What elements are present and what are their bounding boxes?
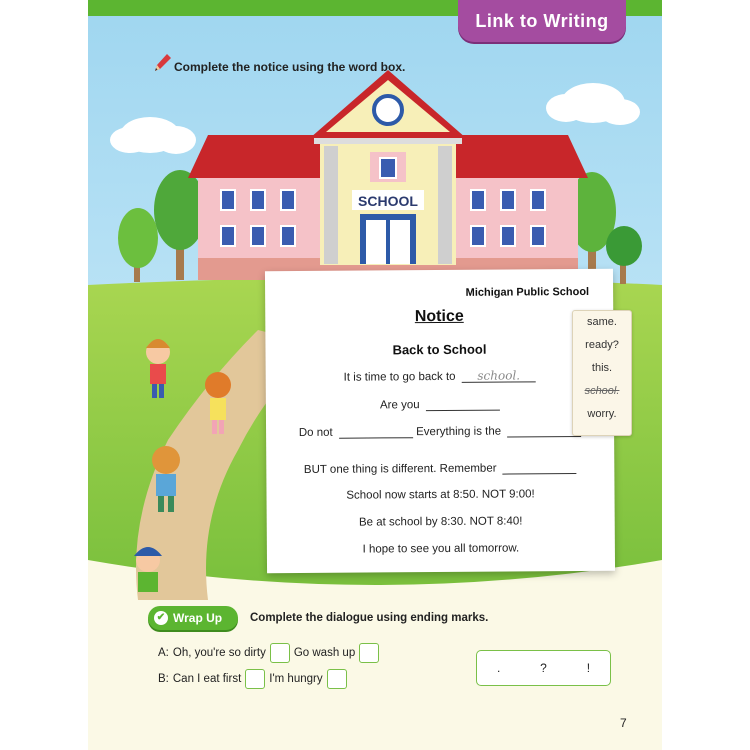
- workbook-page: [88, 0, 662, 750]
- answer-blank[interactable]: [507, 424, 581, 438]
- notice-line-7: I hope to see you all tomorrow.: [362, 542, 520, 556]
- answer-blank[interactable]: [426, 398, 500, 412]
- word-item: ready?: [585, 339, 619, 351]
- word-item: same.: [587, 316, 617, 328]
- speaker-label: A:: [158, 647, 169, 659]
- speaker-label: B:: [158, 673, 169, 685]
- line-text: Everything is the: [416, 425, 502, 439]
- word-item: worry.: [587, 408, 617, 420]
- page-number: 7: [620, 716, 627, 730]
- school-name: Michigan Public School: [465, 285, 590, 299]
- dialogue-line-a: [158, 643, 383, 663]
- ending-mark-box[interactable]: [270, 643, 290, 663]
- notice-subtitle: Back to School: [392, 341, 487, 358]
- answer-blank[interactable]: [503, 461, 577, 475]
- dialogue-text: Can I eat first: [172, 673, 242, 685]
- notice-line-4: [266, 461, 614, 476]
- answer-blank[interactable]: [339, 425, 413, 439]
- wrap-up-instruction: Complete the dialogue using ending marks.: [250, 612, 489, 624]
- notice-line-1: [266, 369, 614, 384]
- word-item: this.: [591, 362, 613, 374]
- dialogue-text: Go wash up: [293, 647, 356, 659]
- dialogue-text: I'm hungry: [269, 673, 323, 685]
- notice-title: Notice: [414, 307, 464, 326]
- notice-line-5: School now starts at 8:50. NOT 9:00!: [346, 488, 535, 502]
- line-text: Are you: [379, 399, 420, 412]
- line-text: BUT one thing is different. Remember: [303, 462, 497, 476]
- ending-mark-box[interactable]: [359, 643, 379, 663]
- check-icon: ✔: [154, 611, 168, 625]
- mark-question: ?: [540, 661, 547, 675]
- pencil-icon: [152, 52, 172, 74]
- dialogue-text: Oh, you're so dirty: [172, 647, 266, 659]
- notice-line-6: Be at school by 8:30. NOT 8:40!: [358, 515, 523, 529]
- line-text: Do not: [298, 426, 333, 439]
- line-text: It is time to go back to: [343, 370, 456, 384]
- mark-period: .: [496, 661, 501, 675]
- school-sign: SCHOOL: [358, 193, 418, 209]
- mark-exclamation: !: [586, 661, 591, 675]
- wrap-up-label: Wrap Up: [173, 611, 223, 625]
- notice-line-3: [266, 424, 614, 439]
- dialogue-line-b: [158, 669, 351, 689]
- answer-blank[interactable]: school.: [462, 369, 536, 383]
- activity-instruction: Complete the notice using the word box.: [174, 60, 406, 74]
- notice-line-2: [266, 397, 614, 412]
- ending-mark-box[interactable]: [327, 669, 347, 689]
- wrap-up-badge: [148, 606, 238, 630]
- word-item-used: school.: [584, 385, 620, 397]
- ending-mark-box[interactable]: [245, 669, 265, 689]
- word-box: [572, 310, 632, 436]
- ending-marks-box: [476, 650, 611, 686]
- section-title-tab: Link to Writing: [458, 0, 626, 42]
- notice-card: [265, 269, 615, 573]
